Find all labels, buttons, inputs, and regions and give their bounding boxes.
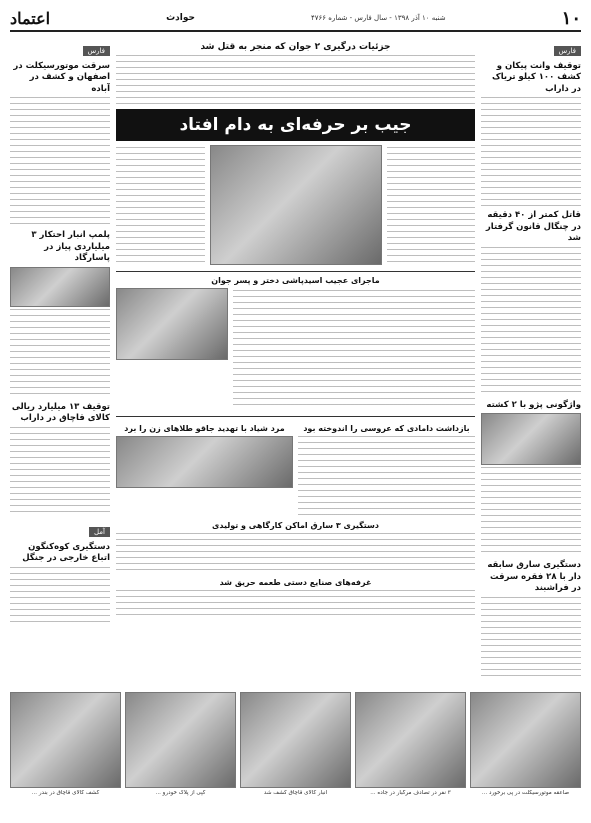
headline[interactable]: دستگیری کوه‌کنگون اتباع خارجی در جنگل: [22, 541, 110, 564]
article-text: [387, 147, 476, 265]
article-text: [298, 436, 475, 516]
headline[interactable]: سرقت موتورسیکلت در اصفهان و کشف در آباده: [13, 61, 110, 94]
article-text: [116, 533, 475, 575]
headline[interactable]: جزئیات درگیری ۲ جوان که منجر به قتل شد: [200, 42, 391, 52]
article-text: [10, 97, 110, 227]
section-name: حوادث: [166, 13, 195, 23]
page-number: ۱۰: [561, 7, 581, 29]
article-photo: [481, 413, 581, 465]
article-photo: [116, 288, 228, 360]
article-text: [481, 597, 581, 677]
bottom-photo: [10, 692, 121, 788]
bottom-photo: [355, 692, 466, 788]
photo-caption: کپی از پلاک خودرو ...: [155, 790, 206, 796]
headline[interactable]: واژگونی پژو با ۲ کشته: [486, 399, 581, 410]
article-text: [116, 147, 205, 265]
article-text: [116, 590, 475, 620]
main-photo: [210, 145, 382, 265]
columns: [10, 38, 581, 798]
headline[interactable]: دستگیری سارق سابقه دار با ۲۸ فقره سرقت در فراشبند: [487, 560, 581, 594]
bottom-photo: [240, 692, 351, 788]
subheadline[interactable]: بازداشت دامادی که عروسی را اندوخته بود: [303, 424, 470, 434]
subheadline[interactable]: مرد شیاد با تهدید جاقو طلاهای زن را برد: [124, 424, 285, 434]
newspaper-logo: اعتماد: [10, 8, 51, 28]
main-headline[interactable]: جیب بر حرفه‌ای به دام افتاد: [116, 109, 475, 141]
headline[interactable]: توقیف ۱۳ میلیارد ریالی کالای قاچاق در داراب: [11, 401, 110, 424]
article-photo: [10, 267, 110, 307]
center-column: [116, 38, 475, 798]
photo-caption: ۳ نفر در تصادف مرگبار در جاده ...: [370, 790, 451, 796]
photo-caption: صاعقه موتورسیکلت در پی برخورد ...: [481, 790, 570, 796]
article-text: [481, 97, 581, 207]
article-text: [233, 290, 475, 410]
headline[interactable]: قاتل کمتر از ۴۰ دقیقه در چنگال قانون گرفتار شد: [485, 210, 581, 244]
headline[interactable]: توقیف وانت پیکان و کشف ۱۰۰ کیلو تریاک در داراب: [492, 61, 581, 94]
subheadline[interactable]: دستگیری ۳ سارق اماکن کارگاهی و تولیدی: [211, 521, 380, 531]
article-text: [10, 567, 110, 627]
photo-strip: [10, 692, 581, 798]
left-column: [10, 38, 110, 798]
page-header: [10, 6, 581, 32]
section-tag: آمل: [89, 527, 110, 537]
article-text: [10, 427, 110, 517]
bottom-photo: [125, 692, 236, 788]
photo-caption: کشف کالای قاچاق در بندر ...: [31, 790, 100, 796]
bottom-photo: [470, 692, 581, 788]
issue-meta: شنبه ۱۰ آذر ۱۳۹۸ - سال فارس - شماره ۴۷۶۶: [311, 14, 446, 22]
subheadline[interactable]: غرفه‌های صنایع دستی طعمه حریق شد: [219, 578, 372, 588]
article-text: [481, 467, 581, 557]
subheadline[interactable]: ماجرای عجیب اسیدپاشی دختر و پسر جوان: [211, 276, 380, 286]
headline[interactable]: پلمپ انبار احتکار ۳ میلیاردی پیاز در پاسارگاد: [31, 230, 110, 264]
article-text: [481, 247, 581, 397]
photo-caption: انبار کالای قاچاق کشف شد: [263, 790, 328, 796]
article-photo: [116, 436, 293, 488]
section-tag: فارس: [554, 46, 581, 56]
article-text: [10, 309, 110, 399]
article-text: [116, 55, 475, 105]
right-column: [481, 38, 581, 798]
section-tag: فارس: [83, 46, 110, 56]
